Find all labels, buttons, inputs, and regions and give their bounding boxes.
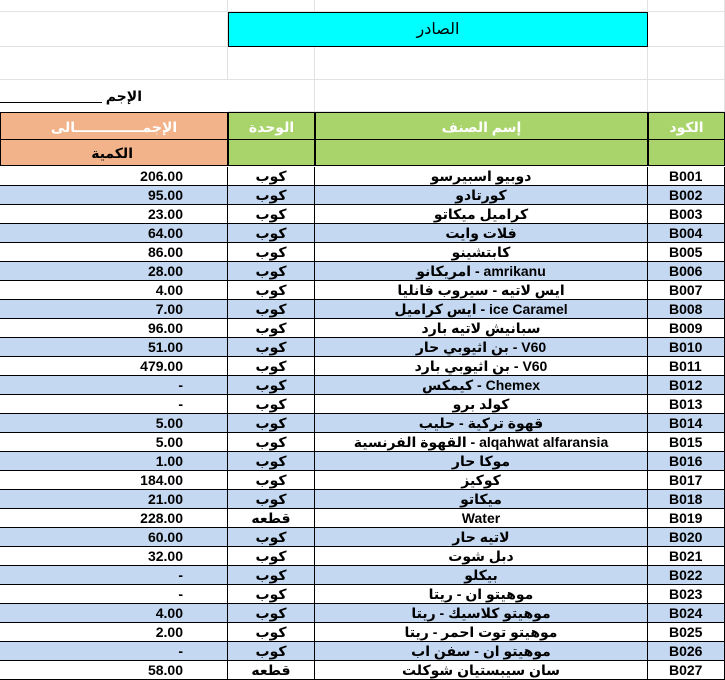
code-cell[interactable]: B011 xyxy=(648,357,725,376)
code-cell[interactable]: B008 xyxy=(648,300,725,319)
unit-cell[interactable]: كوب xyxy=(228,224,315,243)
table-row xyxy=(0,661,725,680)
qty-cell[interactable]: 23.00 xyxy=(0,205,228,224)
header-unit-sub[interactable] xyxy=(228,139,315,166)
grid-cell[interactable] xyxy=(315,47,648,80)
code-cell[interactable]: B003 xyxy=(648,205,725,224)
grid-cell[interactable] xyxy=(648,80,725,112)
name-cell[interactable]: لاتيه حار xyxy=(315,528,648,547)
header-name-sub[interactable] xyxy=(315,139,648,166)
unit-cell[interactable]: كوب xyxy=(228,604,315,623)
name-cell[interactable]: Water xyxy=(315,509,648,528)
code-cell[interactable]: B024 xyxy=(648,604,725,623)
unit-cell[interactable]: قطعه xyxy=(228,661,315,680)
table-row xyxy=(0,224,725,243)
table-row xyxy=(0,281,725,300)
qty-cell[interactable]: 206.00 xyxy=(0,167,228,186)
code-cell[interactable]: B027 xyxy=(648,661,725,680)
name-cell[interactable]: دوبيو اسبيرسو xyxy=(315,167,648,186)
name-cell[interactable]: كولد برو xyxy=(315,395,648,414)
table-row xyxy=(0,642,725,661)
table-row xyxy=(0,471,725,490)
unit-cell[interactable]: قطعه xyxy=(228,509,315,528)
qty-cell[interactable]: 228.00 xyxy=(0,509,228,528)
grid-cell[interactable] xyxy=(228,47,315,80)
unit-cell[interactable]: كوب xyxy=(228,623,315,642)
table-row xyxy=(0,167,725,186)
table-row xyxy=(0,319,725,338)
unit-cell[interactable]: كوب xyxy=(228,490,315,509)
qty-cell[interactable]: 2.00 xyxy=(0,623,228,642)
qty-cell[interactable]: 479.00 xyxy=(0,357,228,376)
code-cell[interactable]: B017 xyxy=(648,471,725,490)
unit-cell[interactable]: كوب xyxy=(228,205,315,224)
unit-cell[interactable]: كوب xyxy=(228,376,315,395)
code-cell[interactable]: B010 xyxy=(648,338,725,357)
sheet-title[interactable]: الصادر xyxy=(228,12,648,47)
table-row xyxy=(0,604,725,623)
code-cell[interactable]: B023 xyxy=(648,585,725,604)
qty-cell[interactable]: 60.00 xyxy=(0,528,228,547)
grid-cell[interactable] xyxy=(315,0,648,12)
table-row xyxy=(0,338,725,357)
name-cell[interactable]: Chemex - كيمكس xyxy=(315,376,648,395)
subtitle-underline xyxy=(0,102,102,103)
unit-cell[interactable]: كوب xyxy=(228,186,315,205)
grid-cell[interactable] xyxy=(648,0,725,12)
header-code-sub[interactable] xyxy=(648,139,725,166)
grid-cell[interactable] xyxy=(0,0,228,12)
qty-cell[interactable]: 184.00 xyxy=(0,471,228,490)
unit-cell[interactable]: كوب xyxy=(228,642,315,661)
grid-cell[interactable] xyxy=(0,12,228,47)
table-row xyxy=(0,205,725,224)
name-cell[interactable]: موهيتو ان - سفن اب xyxy=(315,642,648,661)
unit-cell[interactable]: كوب xyxy=(228,433,315,452)
unit-cell[interactable]: كوب xyxy=(228,357,315,376)
table-row xyxy=(0,528,725,547)
table-row xyxy=(0,623,725,642)
qty-cell[interactable]: 32.00 xyxy=(0,547,228,566)
table-row xyxy=(0,414,725,433)
qty-cell[interactable]: 96.00 xyxy=(0,319,228,338)
qty-cell[interactable]: 28.00 xyxy=(0,262,228,281)
name-cell[interactable]: amrikanu - امريكانو xyxy=(315,262,648,281)
unit-cell[interactable]: كوب xyxy=(228,452,315,471)
name-cell[interactable]: موهيتو ان - ريتا xyxy=(315,585,648,604)
name-cell[interactable]: موهيتو توت احمر - ريتا xyxy=(315,623,648,642)
table-row xyxy=(0,547,725,566)
name-cell[interactable]: V60 - بن اثيوبي حار xyxy=(315,338,648,357)
table-row xyxy=(0,566,725,585)
table-row xyxy=(0,433,725,452)
unit-cell[interactable]: كوب xyxy=(228,300,315,319)
name-cell[interactable]: ميكاتو xyxy=(315,490,648,509)
code-cell[interactable]: B009 xyxy=(648,319,725,338)
code-cell[interactable]: B006 xyxy=(648,262,725,281)
code-cell[interactable]: B007 xyxy=(648,281,725,300)
unit-cell[interactable]: كوب xyxy=(228,395,315,414)
grid-cell[interactable] xyxy=(315,80,648,112)
unit-cell[interactable]: كوب xyxy=(228,585,315,604)
code-cell[interactable]: B005 xyxy=(648,243,725,262)
code-cell[interactable]: B013 xyxy=(648,395,725,414)
qty-cell[interactable]: 86.00 xyxy=(0,243,228,262)
header-total[interactable]: الإجمــــــــــــــالى xyxy=(0,112,228,140)
grid-cell[interactable] xyxy=(228,80,315,112)
code-cell[interactable]: B004 xyxy=(648,224,725,243)
name-cell[interactable]: فلات وايت xyxy=(315,224,648,243)
unit-cell[interactable]: كوب xyxy=(228,471,315,490)
unit-cell[interactable]: كوب xyxy=(228,338,315,357)
qty-cell[interactable]: - xyxy=(0,376,228,395)
header-name[interactable]: إسم الصنف xyxy=(315,112,648,140)
qty-cell[interactable]: - xyxy=(0,585,228,604)
name-cell[interactable]: موهيتو كلاسيك - ريتا xyxy=(315,604,648,623)
code-cell[interactable]: B022 xyxy=(648,566,725,585)
qty-cell[interactable]: 1.00 xyxy=(0,452,228,471)
grid-cell[interactable] xyxy=(648,12,725,47)
header-code[interactable]: الكود xyxy=(648,112,725,140)
unit-cell[interactable]: كوب xyxy=(228,566,315,585)
unit-cell[interactable]: كوب xyxy=(228,281,315,300)
header-unit[interactable]: الوحدة xyxy=(228,112,315,140)
qty-cell[interactable]: 5.00 xyxy=(0,433,228,452)
unit-cell[interactable]: كوب xyxy=(228,528,315,547)
qty-cell[interactable]: 58.00 xyxy=(0,661,228,680)
name-cell[interactable]: سبانيش لاتيه بارد xyxy=(315,319,648,338)
code-cell[interactable]: B015 xyxy=(648,433,725,452)
name-cell[interactable]: كوكيز xyxy=(315,471,648,490)
sheet-subtitle[interactable]: الإجم xyxy=(105,88,142,104)
grid-cell[interactable] xyxy=(228,0,315,12)
grid-cell[interactable] xyxy=(0,47,228,80)
table-row xyxy=(0,509,725,528)
code-cell[interactable]: B025 xyxy=(648,623,725,642)
code-cell[interactable]: B018 xyxy=(648,490,725,509)
table-row xyxy=(0,452,725,471)
unit-cell[interactable]: كوب xyxy=(228,262,315,281)
name-cell[interactable]: موكا حار xyxy=(315,452,648,471)
qty-cell[interactable]: 51.00 xyxy=(0,338,228,357)
table-row xyxy=(0,300,725,319)
table-row xyxy=(0,376,725,395)
qty-cell[interactable]: 64.00 xyxy=(0,224,228,243)
table-row xyxy=(0,262,725,281)
name-cell[interactable]: V60 - بن اثيوبي بارد xyxy=(315,357,648,376)
name-cell[interactable]: سان سيبستيان شوكلت xyxy=(315,661,648,680)
code-cell[interactable]: B021 xyxy=(648,547,725,566)
name-cell[interactable]: كورتادو xyxy=(315,186,648,205)
code-cell[interactable]: B012 xyxy=(648,376,725,395)
table-row xyxy=(0,243,725,262)
code-cell[interactable]: B014 xyxy=(648,414,725,433)
code-cell[interactable]: B019 xyxy=(648,509,725,528)
name-cell[interactable]: alqahwat alfaransia - القهوة الفرنسية xyxy=(315,433,648,452)
name-cell[interactable]: ايس لاتيه - سيروب فانليا xyxy=(315,281,648,300)
name-cell[interactable]: كراميل ميكاتو xyxy=(315,205,648,224)
code-cell[interactable]: B016 xyxy=(648,452,725,471)
unit-cell[interactable]: كوب xyxy=(228,243,315,262)
unit-cell[interactable]: كوب xyxy=(228,319,315,338)
unit-cell[interactable]: كوب xyxy=(228,414,315,433)
name-cell[interactable]: قهوة تركية - حليب xyxy=(315,414,648,433)
qty-cell[interactable]: - xyxy=(0,395,228,414)
name-cell[interactable]: دبل شوت xyxy=(315,547,648,566)
table-row xyxy=(0,186,725,205)
code-cell[interactable]: B001 xyxy=(648,167,725,186)
grid-cell[interactable] xyxy=(648,47,725,80)
qty-cell[interactable]: 21.00 xyxy=(0,490,228,509)
code-cell[interactable]: B020 xyxy=(648,528,725,547)
qty-cell[interactable]: 4.00 xyxy=(0,604,228,623)
table-row xyxy=(0,585,725,604)
code-cell[interactable]: B002 xyxy=(648,186,725,205)
name-cell[interactable]: كابتشينو xyxy=(315,243,648,262)
qty-cell[interactable]: - xyxy=(0,642,228,661)
qty-cell[interactable]: 4.00 xyxy=(0,281,228,300)
table-row xyxy=(0,490,725,509)
unit-cell[interactable]: كوب xyxy=(228,547,315,566)
name-cell[interactable]: بيكلو xyxy=(315,566,648,585)
unit-cell[interactable]: كوب xyxy=(228,167,315,186)
name-cell[interactable]: ice Caramel - ايس كراميل xyxy=(315,300,648,319)
table-row xyxy=(0,395,725,414)
code-cell[interactable]: B026 xyxy=(648,642,725,661)
header-qty[interactable]: الكمية xyxy=(0,139,228,166)
table-row xyxy=(0,357,725,376)
qty-cell[interactable]: 95.00 xyxy=(0,186,228,205)
qty-cell[interactable]: - xyxy=(0,566,228,585)
qty-cell[interactable]: 7.00 xyxy=(0,300,228,319)
qty-cell[interactable]: 5.00 xyxy=(0,414,228,433)
